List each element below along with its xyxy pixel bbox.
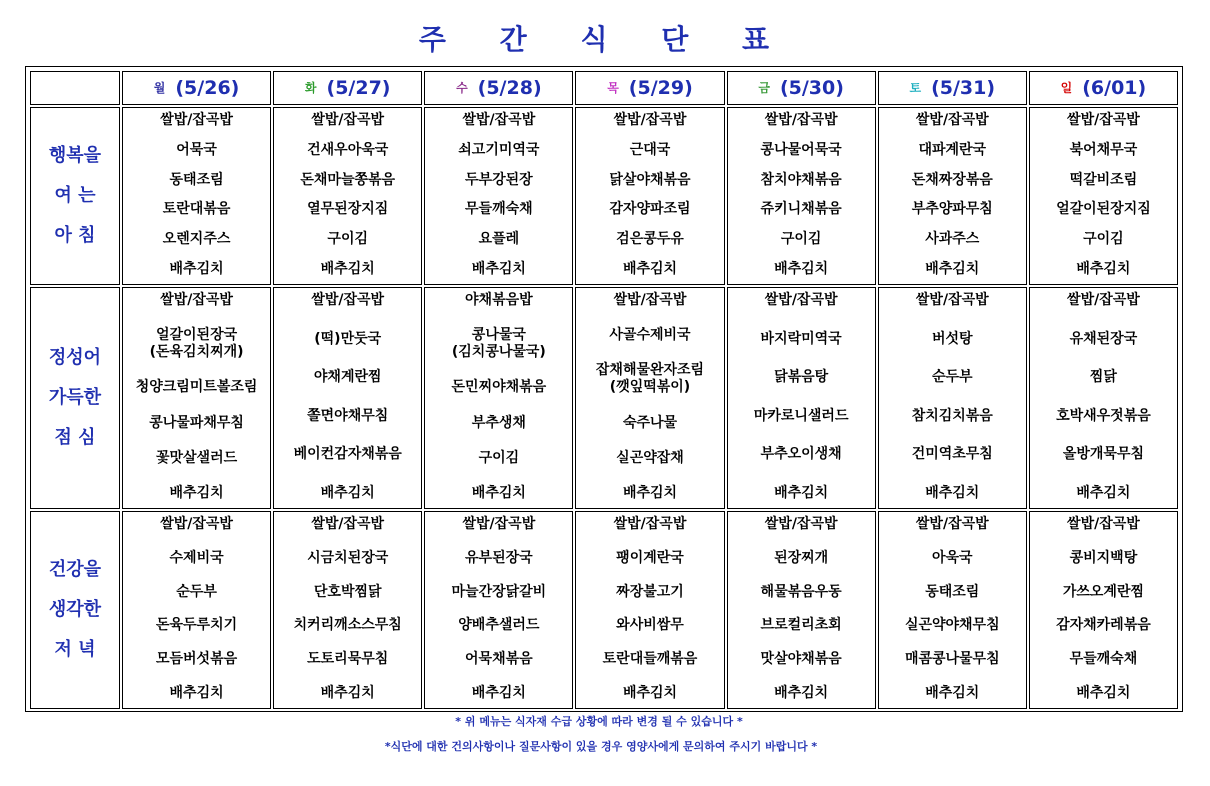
menu-item: 해물볶음우동 <box>760 583 842 600</box>
menu-item: 닭볶음탕 <box>774 369 829 386</box>
menu-item: 얼갈이된장국 (돈육김치찌개) <box>149 327 244 361</box>
menu-item: 가쓰오계란찜 <box>1062 583 1144 600</box>
day-date: (5/27) <box>326 77 391 99</box>
menu-item: 동태조림 <box>169 171 224 188</box>
menu-cell <box>122 511 271 709</box>
menu-item: 돈채짜장볶음 <box>911 171 993 188</box>
menu-cell <box>878 287 1027 509</box>
menu-item: 쌀밥/잡곡밥 <box>1067 516 1140 532</box>
menu-item: 무들깨숙채 <box>1069 651 1138 668</box>
menu-item: 감자양파조림 <box>609 201 691 218</box>
menu-item: 쫄면야채무침 <box>307 407 389 424</box>
menu-item: 쌀밥/잡곡밥 <box>764 112 838 128</box>
menu-item: 배추김치 <box>774 260 829 277</box>
menu-item: 쇠고기미역국 <box>458 141 540 158</box>
meal-label <box>30 511 120 709</box>
meal-row <box>30 107 1178 285</box>
menu-item: 야채계란찜 <box>313 369 382 386</box>
meal-label-line: 저 녁 <box>54 639 96 660</box>
menu-item: 배추김치 <box>320 484 375 501</box>
menu-item: 오렌지주스 <box>162 231 231 248</box>
meal-label <box>30 107 120 285</box>
menu-item: 유채된장국 <box>1069 330 1138 347</box>
notice-contact: *식단에 대한 건의사항이나 질문사항이 있을 경우 영양사에게 문의하여 주시기 바랍니다 * <box>384 740 818 753</box>
notice-change: * 위 메뉴는 식자재 수급 상황에 따라 변경 될 수 있습니다 * <box>455 715 743 728</box>
menu-item: 쌀밥/잡곡밥 <box>764 292 838 308</box>
menu-item: 꽃맛살샐러드 <box>155 449 238 466</box>
menu-item: 사골수제비국 <box>609 327 691 344</box>
menu-item: 쌀밥/잡곡밥 <box>311 292 385 308</box>
menu-item: 무들깨숙채 <box>465 201 533 218</box>
menu-item: 쌀밥/잡곡밥 <box>613 292 687 308</box>
menu-item: (떡)만둣국 <box>314 330 382 347</box>
menu-item: 와사비쌈무 <box>616 617 684 634</box>
menu-item: 브로컬리초회 <box>760 617 842 634</box>
menu-item: 부추양파무침 <box>911 201 993 218</box>
menu-item: 호박새우젓볶음 <box>1056 407 1151 424</box>
menu-item: 쌀밥/잡곡밥 <box>613 112 687 128</box>
day-header <box>1029 71 1178 105</box>
menu-item: 짜장불고기 <box>616 583 684 600</box>
menu-cell <box>273 287 422 509</box>
menu-item: 배추김치 <box>471 684 526 701</box>
menu-item: 쌀밥/잡곡밥 <box>1067 292 1140 308</box>
menu-item: 쌀밥/잡곡밥 <box>1067 112 1140 128</box>
menu-item: 콩나물국 (김치콩나물국) <box>451 327 546 361</box>
menu-cell <box>424 107 573 285</box>
menu-item: 아욱국 <box>931 549 973 566</box>
menu-cell <box>273 107 422 285</box>
meal-label-line: 여 는 <box>54 185 96 206</box>
day-icon: 토 <box>909 81 922 95</box>
menu-item: 참치김치볶음 <box>911 407 993 424</box>
menu-item: 배추김치 <box>471 484 526 501</box>
menu-item: 배추김치 <box>1076 484 1131 501</box>
menu-item: 배추김치 <box>471 260 526 277</box>
meal-label-line: 점 심 <box>54 427 96 448</box>
menu-item: 수제비국 <box>169 549 224 566</box>
menu-item: 토란대볶음 <box>162 201 231 218</box>
meal-label-line: 가득한 <box>48 387 102 408</box>
menu-item: 건미역초무침 <box>911 446 993 463</box>
menu-item: 바지락미역국 <box>760 330 842 347</box>
menu-item: 사과주스 <box>925 231 980 248</box>
menu-item: 순두부 <box>176 583 217 600</box>
menu-item: 배추김치 <box>320 260 375 277</box>
menu-item: 베이컨감자채볶음 <box>293 446 402 463</box>
menu-item: 배추김치 <box>169 260 224 277</box>
menu-item: 감자채카레볶음 <box>1056 617 1151 634</box>
menu-item: 구이김 <box>478 449 520 466</box>
menu-item: 쌀밥/잡곡밥 <box>613 516 687 532</box>
meal-row <box>30 287 1178 509</box>
day-date: (5/26) <box>175 77 240 99</box>
menu-cell <box>575 511 724 709</box>
menu-item: 올방개묵무침 <box>1062 446 1144 463</box>
day-icon: 수 <box>456 81 468 95</box>
menu-item: 대파계란국 <box>918 141 987 158</box>
menu-item: 쥬키니채볶음 <box>760 201 842 218</box>
menu-cell <box>273 511 422 709</box>
meal-label-line: 행복을 <box>48 145 102 166</box>
menu-item: 배추김치 <box>1076 684 1131 701</box>
day-header <box>424 71 573 105</box>
menu-item: 버섯탕 <box>931 330 973 347</box>
menu-item: 유부된장국 <box>465 549 533 566</box>
meal-label-line: 건강을 <box>48 559 102 580</box>
menu-item: 배추김치 <box>925 684 980 701</box>
menu-item: 배추김치 <box>622 484 678 501</box>
menu-item: 매콤콩나물무침 <box>904 651 1000 668</box>
menu-item: 숙주나물 <box>622 414 678 431</box>
menu-cell <box>122 107 271 285</box>
day-header <box>122 71 271 105</box>
menu-item: 배추김치 <box>774 684 829 701</box>
menu-item: 검은콩두유 <box>616 231 684 248</box>
menu-item: 쌀밥/잡곡밥 <box>915 112 989 128</box>
menu-item: 도토리묵무침 <box>307 651 389 668</box>
menu-cell <box>1029 287 1178 509</box>
menu-item: 단호박찜닭 <box>313 583 382 600</box>
menu-item: 쌀밥/잡곡밥 <box>915 516 989 532</box>
day-header <box>575 71 724 105</box>
meal-label-line: 정성어 <box>48 347 102 368</box>
menu-item: 배추김치 <box>622 260 678 277</box>
meal-label-line: 생각한 <box>48 599 102 620</box>
menu-item: 쌀밥/잡곡밥 <box>311 112 385 128</box>
menu-cell <box>727 511 876 709</box>
day-icon: 화 <box>304 81 317 95</box>
menu-item: 실곤약잡채 <box>616 449 684 466</box>
menu-item: 청양크림미트볼조림 <box>135 379 258 396</box>
menu-item: 참치야채볶음 <box>760 171 842 188</box>
menu-item: 쌀밥/잡곡밥 <box>462 112 536 128</box>
menu-item: 맛살야채볶음 <box>760 651 842 668</box>
menu-item: 쌀밥/잡곡밥 <box>160 112 233 128</box>
menu-item: 쌀밥/잡곡밥 <box>160 292 233 308</box>
menu-item: 돈민찌야채볶음 <box>451 379 547 396</box>
menu-item: 마카로니샐러드 <box>753 407 849 424</box>
menu-item: 배추김치 <box>320 684 375 701</box>
meal-label <box>30 287 120 509</box>
menu-item: 배추김치 <box>925 260 980 277</box>
menu-item: 콩비지백탕 <box>1069 549 1138 566</box>
corner-cell <box>30 71 120 105</box>
menu-item: 배추김치 <box>1076 260 1131 277</box>
menu-item: 쌀밥/잡곡밥 <box>764 516 838 532</box>
menu-item: 된장찌개 <box>774 549 829 566</box>
menu-item: 부추생채 <box>471 414 526 431</box>
menu-cell <box>122 287 271 509</box>
day-date: (6/01) <box>1082 77 1147 99</box>
menu-item: 돈채마늘쫑볶음 <box>300 171 396 188</box>
menu-item: 배추김치 <box>774 484 829 501</box>
menu-cell <box>878 511 1027 709</box>
menu-item: 얼갈이된장지짐 <box>1056 201 1151 218</box>
menu-item: 두부강된장 <box>465 171 533 188</box>
menu-item: 요플레 <box>478 231 520 248</box>
menu-item: 떡갈비조림 <box>1069 171 1138 188</box>
menu-item: 토란대들깨볶음 <box>602 651 698 668</box>
menu-item: 쌀밥/잡곡밥 <box>160 516 233 532</box>
meal-label-line: 아 침 <box>54 225 96 246</box>
header-row <box>30 71 1178 105</box>
day-icon: 금 <box>758 81 770 95</box>
menu-item: 찜닭 <box>1089 369 1117 386</box>
day-icon: 월 <box>153 81 166 95</box>
menu-item: 모듬버섯볶음 <box>155 651 238 668</box>
weekly-menu-table <box>28 69 1180 711</box>
menu-cell <box>575 107 724 285</box>
menu-item: 돈육두루치기 <box>155 617 238 634</box>
menu-item: 어묵채볶음 <box>465 651 533 668</box>
day-date: (5/29) <box>628 77 693 99</box>
day-header <box>878 71 1027 105</box>
menu-item: 건새우아욱국 <box>307 141 389 158</box>
menu-item: 쌀밥/잡곡밥 <box>462 516 536 532</box>
menu-item: 잡채해물완자조림 (깻잎떡볶이) <box>595 362 705 396</box>
menu-item: 배추김치 <box>925 484 980 501</box>
menu-item: 양배추샐러드 <box>458 617 540 634</box>
menu-cell <box>1029 107 1178 285</box>
menu-item: 북어채무국 <box>1069 141 1138 158</box>
menu-item: 치커리깨소스무침 <box>293 617 402 634</box>
menu-item: 배추김치 <box>169 684 224 701</box>
day-icon: 목 <box>607 81 619 95</box>
menu-cell <box>727 107 876 285</box>
menu-item: 팽이계란국 <box>616 549 684 566</box>
menu-item: 열무된장지짐 <box>307 201 389 218</box>
menu-item: 시금치된장국 <box>307 549 389 566</box>
menu-cell <box>424 511 573 709</box>
day-date: (5/31) <box>931 77 996 99</box>
menu-item: 야채볶음밥 <box>465 292 533 308</box>
menu-cell <box>727 287 876 509</box>
menu-item: 어묵국 <box>176 141 217 158</box>
menu-cell <box>424 287 573 509</box>
menu-item: 실곤약야채무침 <box>904 617 1000 634</box>
menu-item: 근대국 <box>629 141 671 158</box>
day-date: (5/30) <box>779 77 844 99</box>
meal-row <box>30 511 1178 709</box>
menu-table-frame <box>25 66 1183 712</box>
menu-item: 동태조림 <box>925 583 980 600</box>
menu-item: 구이김 <box>1083 231 1124 248</box>
menu-item: 구이김 <box>780 231 822 248</box>
day-header <box>273 71 422 105</box>
menu-item: 배추김치 <box>622 684 678 701</box>
menu-cell <box>575 287 724 509</box>
menu-item: 마늘간장닭갈비 <box>451 583 547 600</box>
menu-item: 부추오이생채 <box>760 446 842 463</box>
menu-cell <box>878 107 1027 285</box>
menu-item: 콩나물어묵국 <box>760 141 842 158</box>
menu-item: 구이김 <box>327 231 368 248</box>
menu-item: 콩나물파채무침 <box>149 414 244 431</box>
day-header <box>727 71 876 105</box>
menu-item: 쌀밥/잡곡밥 <box>915 292 989 308</box>
menu-cell <box>1029 511 1178 709</box>
menu-item: 순두부 <box>931 369 973 386</box>
menu-item: 쌀밥/잡곡밥 <box>311 516 385 532</box>
day-icon: 일 <box>1060 81 1073 95</box>
menu-item: 닭살야채볶음 <box>609 171 691 188</box>
page-title: 주 간 식 단 표 <box>418 23 792 56</box>
day-date: (5/28) <box>477 77 542 99</box>
menu-item: 배추김치 <box>169 484 224 501</box>
